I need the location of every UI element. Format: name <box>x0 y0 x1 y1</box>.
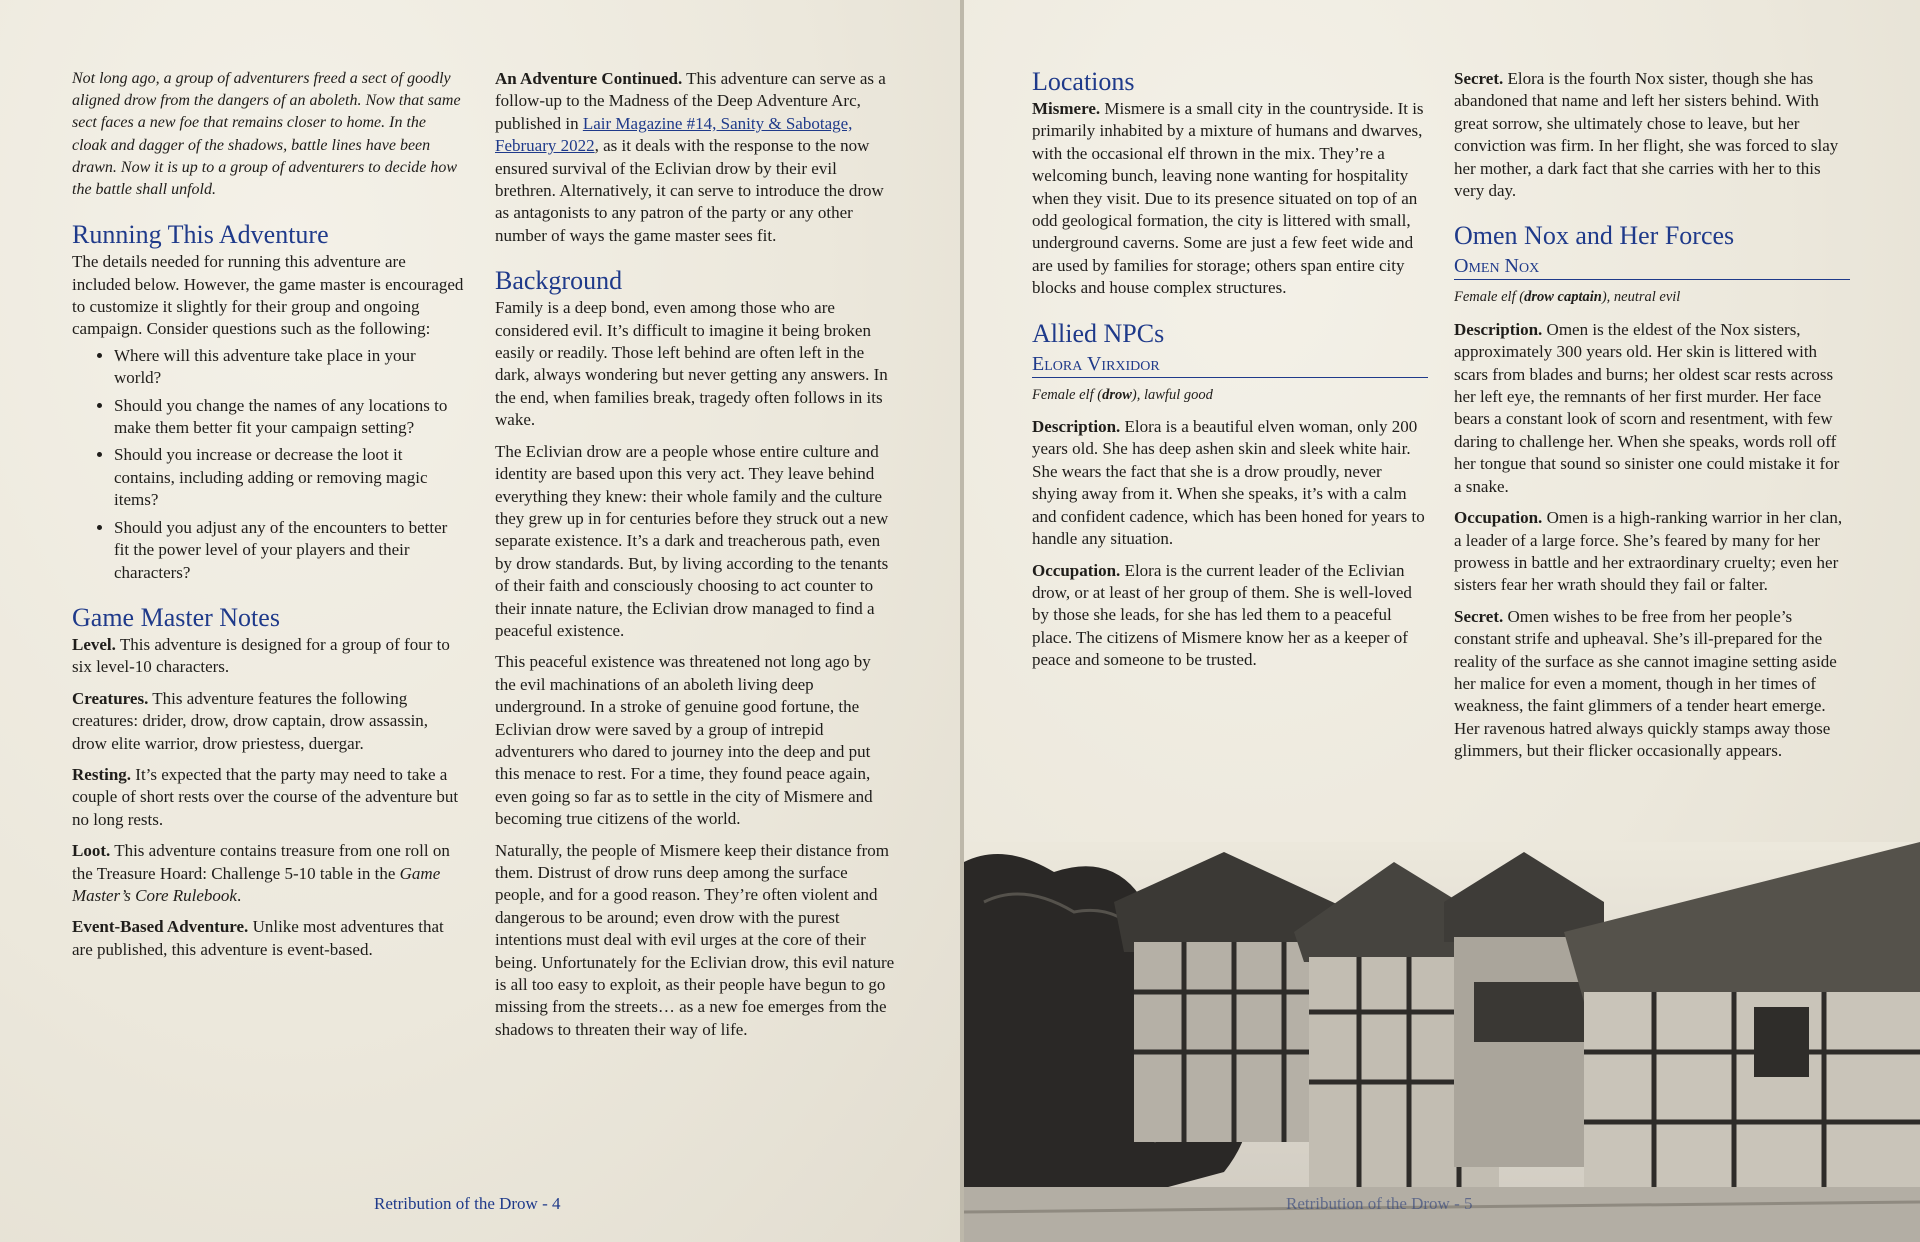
secret-text: Omen wishes to be free from her people’s constant strife and upheaval. She’s ill-prepared for the reality of the surface as she cannot imagine setting aside her malice for even a moment, though in her times of weakness, the faint glimmers of a tender heart emerge. Her ravenous hatred always quickly stamps away those glimmers, but their flicker occasionally appears. <box>1454 606 1837 761</box>
heading-allied-npcs: Allied NPCs <box>1032 318 1165 348</box>
level-text: This adventure is designed for a group of four to six level-10 characters. <box>72 634 450 677</box>
page-footer-right: Retribution of the Drow - 5 <box>1286 1194 1473 1213</box>
mismere-paragraph <box>1032 98 1428 300</box>
npc-name-omen: Omen Nox <box>1454 254 1850 280</box>
right-column-2 <box>1454 68 1850 772</box>
description-text: Omen is the eldest of the Nox sisters, approximately 300 years old. Her skin is littered with scars from blades and burns; her oldest scar rests across her left eye, the remnants of her first murder. Her face bears a constant look of scorn and resentment, with few daring to challenge her. When she speaks, words roll off her tongue that sound so sinister one could mistake it for a snake. <box>1454 319 1840 496</box>
list-item: • Should you change the names of any locations to make them better fit your campaign setting? <box>114 395 464 440</box>
description-label: Description. <box>1454 319 1543 339</box>
list-item: • Should you adjust any of the encounters to better fit the power level of your players and their characters? <box>114 517 464 584</box>
creatures-paragraph <box>72 688 464 755</box>
mismere-text: Mismere is a small city in the countryside. It is primarily inhabited by a mixture of humans and dwarves, with the occasional elf thrown in the mix. They’re a welcoming bunch, leaving none wanting for hospitality when they visit. Due to its presence situated on top of an odd geological formation, the city is littered with small, underground caverns. Some are just a few feet wide and are used by families for storage; others span entire city blocks and house complex structures. <box>1032 99 1424 298</box>
event-label: Event-Based Adventure. <box>72 917 249 937</box>
loot-text: This adventure contains treasure from one roll on the Treasure Hoard: Challenge 5-10 table in the <box>72 841 450 883</box>
event-paragraph <box>72 916 464 961</box>
level-paragraph <box>72 634 464 679</box>
resting-label: Resting. <box>72 764 132 784</box>
elora-occupation <box>1032 560 1428 672</box>
resting-paragraph <box>72 764 464 831</box>
event-text: Unlike most adventures that are published, this adventure is event-based. <box>72 917 444 959</box>
creatures-label: Creatures. <box>72 688 149 708</box>
intro-text: Not long ago, a group of adventurers freed a sect of goodly aligned drow from the dangers of an aboleth. Now that same sect faces a new foe that remains closer to home. In the cloak and dagger of the shadows, battle lines have been drawn. Now it is up to a group of adventurers to decide how the battle shall unfold. <box>72 70 461 199</box>
description-text: Elora is a beautiful elven woman, only 200 years old. She has deep ashen skin and sleek white hair. She wears the fact that she is a drow proudly, never shying away from it. When she speaks, it’s with a calm and confident cadence, which has been honed for years to handle any situation. <box>1032 417 1425 549</box>
left-column-2 <box>495 68 895 1050</box>
background-p4: Naturally, the people of Mismere keep their distance from them. Distrust of drow runs deep among the surface people, and for a good reason. They’re often violent and dangerous to be around; even drow with the purest intentions must deal with evil urges at the core of their being. Unfortunately for the Eclivian drow, this evil nature is all too easy to exploit, as their people have begun to go missing from the streets… as a new foe emerges from the shadows to threaten their way of life. <box>495 840 895 1039</box>
occupation-label: Occupation. <box>1032 560 1121 580</box>
level-label: Level. <box>72 634 116 654</box>
heading-running-adventure: Running This Adventure <box>72 220 329 250</box>
secret-label: Secret. <box>1454 69 1504 88</box>
occupation-label: Occupation. <box>1454 508 1543 528</box>
statline-suffix: ), lawful good <box>1131 386 1213 403</box>
statline-prefix: Female elf ( <box>1454 289 1525 306</box>
continued-paragraph <box>495 68 895 247</box>
lair-magazine-link[interactable]: Lair Magazine #14, Sanity & Sabotage, February 2022 <box>495 113 853 156</box>
statline-creature: drow captain <box>1524 289 1602 306</box>
loot-paragraph <box>72 840 464 907</box>
continued-label: An Adventure Continued. <box>495 69 683 88</box>
resting-text: It’s expected that the party may need to take a couple of short rests over the course of the adventure but no long rests. <box>72 764 459 829</box>
background-p1: Family is a deep bond, even among those who are considered evil. It’s difficult to imagine it being broken easily or readily. Those left behind are often left in the dark, always wondering but never getting any answers. In the end, when families break, tragedy often follows in its wake. <box>495 298 888 430</box>
heading-omen-nox-forces: Omen Nox and Her Forces <box>1454 221 1735 251</box>
npc-name-elora: Elora Virxidor <box>1032 352 1428 378</box>
list-item: • Where will this adventure take place in your world? <box>114 345 464 390</box>
list-item: • Should you increase or decrease the loot it contains, including adding or removing magic items? <box>114 444 464 511</box>
left-column-1 <box>72 68 464 970</box>
background-p2: The Eclivian drow are a people whose entire culture and identity are based upon this very act. They leave behind everything they knew: their whole family and the culture they grew up in for centuries before they struck out a new separate existence. It’s a dark and treacherous path, even by drow standards. But, by living according to the tenants of their faith and consciously choosing to act counter to their innate nature, the Eclivian drow managed to find a peaceful existence. <box>495 441 889 640</box>
secret-text: Elora is the fourth Nox sister, though she has abandoned that name and left her sisters behind. With great sorrow, she ultimately chose to leave, but her conviction was firm. In her flight, she was forced to slay her mother, a dark fact that she carries with her to this very day. <box>1454 69 1839 201</box>
statline-prefix: Female elf ( <box>1032 386 1103 403</box>
omen-occupation <box>1454 507 1850 597</box>
statline-suffix: ), neutral evil <box>1601 289 1681 306</box>
omen-description <box>1454 319 1850 498</box>
mismere-label: Mismere. <box>1032 99 1101 118</box>
statline-creature: drow <box>1102 386 1132 403</box>
question-list <box>72 345 464 584</box>
running-text: The details needed for running this adventure are included below. However, the game master is encouraged to customize it slightly for their group and ongoing campaign. Consider questions such as the following: <box>72 252 464 339</box>
occupation-text: Omen is a high-ranking warrior in her clan, a leader of a large force. She’s feared by many for her prowess in battle and her extraordinary cruelty; even her sisters fear her wrath should they fail or falter. <box>1454 508 1843 595</box>
right-page <box>964 0 1920 1242</box>
loot-label: Loot. <box>72 841 111 861</box>
right-column-1 <box>1032 68 1428 681</box>
town-illustration <box>964 842 1920 1242</box>
page-footer-left: Retribution of the Drow - 4 <box>374 1194 561 1213</box>
heading-background: Background <box>495 266 623 296</box>
creatures-text: This adventure features the following creatures: drider, drow, drow captain, drow assassin, drow elite warrior, drow priestess, duergar. <box>72 688 429 753</box>
description-label: Description. <box>1032 417 1121 437</box>
elora-statline <box>1032 384 1428 406</box>
omen-statline <box>1454 286 1850 308</box>
background-p3: This peaceful existence was threatened not long ago by the evil machinations of an aboleth living deep underground. In a stroke of genuine good fortune, the Eclivian drow were saved by a group of intrepid adventurers who dared to journey into the deep and put this menace to rest. For a time, they found peace again, even going so far as to settle in the city of Mismere and becoming true citizens of the world. <box>495 652 873 829</box>
occupation-text: Elora is the current leader of the Eclivian drow, or at least of her group of them. She is well-loved by those she leads, for she has led them to a peaceful place. The citizens of Mismere know her as a keeper of peace and someone to be trusted. <box>1032 560 1412 670</box>
rulebook-title: Game Master’s Core Rulebook <box>72 863 441 905</box>
continued-text: This adventure can serve as a follow-up to the Madness of the Deep Adventure Arc, published in <box>495 69 886 133</box>
loot-end: . <box>236 885 242 905</box>
omen-secret <box>1454 606 1850 763</box>
secret-label: Secret. <box>1454 606 1504 626</box>
elora-description <box>1032 416 1428 550</box>
continued-text-end: , as it deals with the response to the now ensured survival of the Eclivian drow by their evil brethren. Alternatively, it can serve to introduce the drow as antagonists to any patron of the party or any other number of ways the game master sees fit. <box>495 136 884 245</box>
elora-secret <box>1454 68 1850 202</box>
heading-game-master-notes: Game Master Notes <box>72 602 280 632</box>
heading-locations: Locations <box>1032 67 1135 96</box>
